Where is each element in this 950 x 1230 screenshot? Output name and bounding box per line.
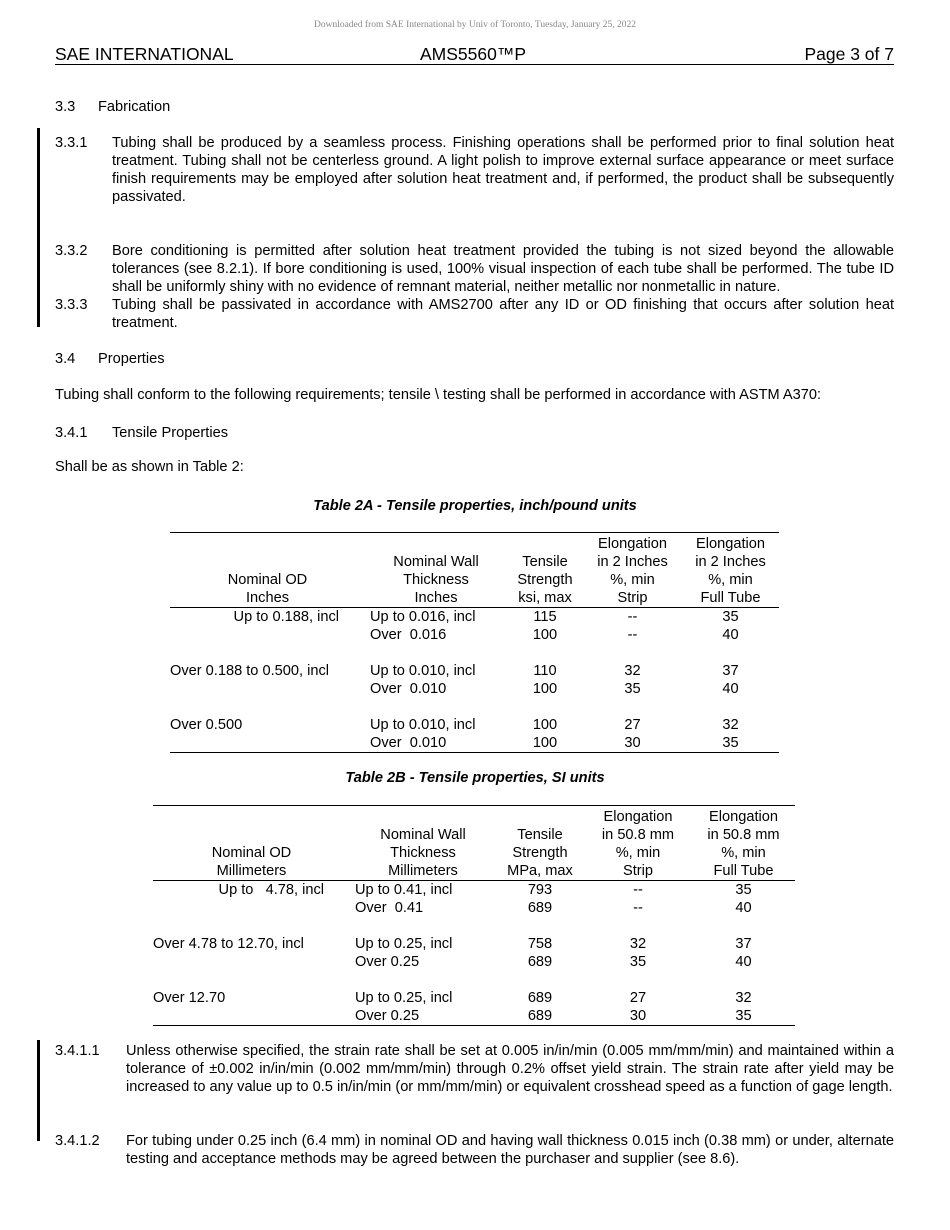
table-2a [170,532,779,753]
column-header: Inches [414,590,458,606]
table-cell [496,971,584,989]
table-2b-title: Table 2B - Tensile properties, SI units [345,770,605,786]
table-cell: 40 [735,954,752,970]
table-cell [507,644,583,662]
table-cell: Over 0.25 [355,954,420,970]
header-doc-id: AMS5560™P [420,44,527,64]
table-cell [507,698,583,716]
column-header: Inches [246,590,289,606]
table-cell: 37 [722,663,739,679]
table-cell [365,644,507,662]
table-cell: 35 [629,954,647,970]
column-header: Elongation [696,536,765,552]
table-cell: Over 0.500 [170,717,243,733]
page-header [55,44,894,65]
column-header: Elongation [709,809,778,825]
table-cell: 30 [624,735,641,751]
table-row [153,1007,795,1026]
column-header: Millimeters [216,863,287,879]
table-cell [153,917,350,935]
table-cell: 35 [735,882,752,898]
paragraph-3-3-3: 3.3.3 Tubing shall be passivated in accordance with AMS2700 after any ID or OD finishing that occurs after solution heat treatment. [55,297,894,331]
column-header: ksi, max [518,590,572,606]
table-cell [170,698,365,716]
table-cell: 40 [735,900,752,916]
table-row [170,608,779,627]
table-cell [692,971,795,989]
table-cell: Up to 0.41, incl [355,882,453,898]
column-header: in 2 Inches [597,554,668,570]
table-cell: Up to 0.25, incl [355,990,453,1006]
paragraph-properties-intro: Tubing shall conform to the following requirements; tensile \ testing shall be performed in accordance with ASTM A370: [55,387,822,403]
table-cell: Over 0.010 [370,735,447,751]
table-cell: 32 [735,990,752,1006]
column-header: Strip [622,863,653,879]
column-header: Elongation [598,536,667,552]
section-heading-3-3: 3.3 Fabrication [55,99,171,115]
table-cell: Up to 0.188, incl [233,609,339,625]
table-row [153,989,795,1007]
change-bar [37,1040,40,1141]
table-row [170,734,779,753]
table-cell [365,698,507,716]
column-header: %, min [721,845,766,861]
column-header: Full Tube [713,863,774,879]
table-cell [153,971,350,989]
section-heading-3-4-1: 3.4.1 Tensile Properties [55,425,228,441]
table-row [153,935,795,953]
table-cell [153,953,350,971]
table-row [153,881,795,900]
table-cell: Up to 0.25, incl [355,936,453,952]
column-header: Thickness [390,845,456,861]
column-header: Strength [512,845,568,861]
column-header: Strength [517,572,573,588]
table-cell: Over 0.188 to 0.500, incl [170,663,330,679]
table-row [153,917,795,935]
table-cell: 110 [533,663,557,679]
column-header [365,533,507,554]
table-cell: 35 [722,609,739,625]
table-cell: Up to 0.010, incl [370,663,476,679]
column-header [350,806,496,827]
column-header: Nominal OD [227,572,308,588]
table-row [170,680,779,698]
table-cell [584,971,692,989]
column-header [507,533,583,554]
change-bar [37,128,40,327]
column-header: Tensile [522,554,568,570]
table-cell: 689 [527,900,553,916]
table-cell [692,917,795,935]
header-org: SAE INTERNATIONAL [55,44,234,64]
column-header [153,826,350,844]
table-cell: 689 [527,1008,553,1024]
table-cell: 30 [629,1008,647,1024]
column-header: Millimeters [388,863,458,879]
table-cell: Over 0.010 [370,681,447,697]
table-cell: 758 [527,936,553,952]
table-cell: 32 [629,936,647,952]
table-cell [583,644,682,662]
table-cell: 35 [735,1008,752,1024]
table-cell: 689 [527,990,553,1006]
table-cell [350,971,496,989]
column-header: in 2 Inches [695,554,766,570]
paragraph-3-3-2: 3.3.2 Bore conditioning is permitted after solution heat treatment provided the tubing is not sized beyond the allowable tolerances (see 8.2.1). If bore conditioning is used, 100% visual inspection of each tube shall be performed. The tube ID shall be uniformly shiny with no evidence of remnant material, neither metallic nor nonmetallic in nature. [55,243,894,295]
table-cell: 100 [532,735,558,751]
column-header: Nominal Wall [393,554,479,570]
table-cell: 32 [624,663,641,679]
table-cell: Up to 0.016, incl [370,609,476,625]
table-cell [682,644,779,662]
table-cell [496,917,584,935]
table-cell [682,698,779,716]
table-cell: 40 [722,627,739,643]
table-cell: 100 [532,717,558,733]
column-header: Thickness [403,572,469,588]
table-cell [170,644,365,662]
column-header [496,806,584,827]
table-2a-title: Table 2A - Tensile properties, inch/pound units [313,498,637,514]
column-header: in 50.8 mm [707,827,780,843]
table-cell: Over 0.25 [355,1008,420,1024]
table-cell [583,698,682,716]
table-cell: 793 [527,882,553,898]
paragraph-3-4-1-1: 3.4.1.1 Unless otherwise specified, the strain rate shall be set at 0.005 in/in/min (0.005 mm/mm/min) and maintained within a tolerance of ±0.002 in/in/min (0.002 mm/mm/min) through 0.2% offset yield strain. The strain rate after yield may be increased to any value up to 0.5 in/in/min (or mm/mm/min) or equivalent crosshead speed as a function of gage length. [55,1043,894,1095]
table-cell: Over 0.41 [355,900,424,916]
column-header: Elongation [603,809,673,825]
column-header: Nominal OD [211,845,292,861]
table-2b [153,805,795,1026]
download-watermark: Downloaded from SAE International by Univ of Toronto, Tuesday, January 25, 2022 [313,20,637,30]
table-cell: 100 [532,681,558,697]
table-row [153,971,795,989]
column-header: Strip [617,590,648,606]
table-cell: 35 [624,681,641,697]
table-cell: Over 4.78 to 12.70, incl [153,936,304,952]
table-cell [170,626,365,644]
table-row [170,662,779,680]
table-cell: 32 [722,717,739,733]
table-cell: 689 [527,954,553,970]
column-header: Full Tube [700,590,761,606]
column-header: MPa, max [507,863,573,879]
table-cell [170,734,365,753]
section-heading-3-4: 3.4 Properties [55,351,165,367]
table-cell: 40 [722,681,739,697]
table-row [170,698,779,716]
table-row [153,953,795,971]
table-cell: Up to 0.010, incl [370,717,476,733]
table-cell [584,917,692,935]
paragraph-3-3-1: 3.3.1 Tubing shall be produced by a seamless process. Finishing operations shall be performed prior to final solution heat treatment. Tubing shall not be centerless ground. A light polish to improve external surface appearance or meet surface finish requirements may be employed after solution heat treatment and, if performed, the product shall be subsequently passivated. [55,135,894,205]
table-cell: -- [633,900,643,916]
column-header: in 50.8 mm [601,827,675,843]
column-header: %, min [708,572,753,588]
table-row [170,626,779,644]
table-cell: 115 [533,609,557,625]
table-cell: -- [627,609,638,625]
column-header [170,553,365,571]
paragraph-table-ref: Shall be as shown in Table 2: [55,459,244,475]
column-header: Nominal Wall [380,827,466,843]
header-page-number: Page 3 of 7 [804,44,894,64]
table-cell: -- [633,882,643,898]
table-cell: Over 12.70 [153,990,226,1006]
table-cell: Up to 4.78, incl [218,882,324,898]
table-cell: 100 [532,627,558,643]
table-cell: 27 [629,990,647,1006]
table-cell: Over 0.016 [370,627,447,643]
table-cell: -- [627,627,638,643]
table-row [170,716,779,734]
table-row [153,899,795,917]
table-cell [170,680,365,698]
paragraph-3-4-1-2: 3.4.1.2 For tubing under 0.25 inch (6.4 mm) in nominal OD and having wall thickness 0.015 inch (0.38 mm) or under, alternate testing and acceptance methods may be agreed between the purchaser and supplier (see 8.6). [55,1133,894,1167]
table-cell: 37 [735,936,752,952]
table-cell [350,917,496,935]
column-header [153,806,350,827]
table-row [170,644,779,662]
table-cell [153,1007,350,1026]
column-header: Tensile [517,827,563,843]
table-cell: 27 [624,717,641,733]
column-header [170,533,365,554]
column-header: %, min [610,572,655,588]
column-header: %, min [615,845,661,861]
table-cell: 35 [722,735,739,751]
table-cell [153,899,350,917]
